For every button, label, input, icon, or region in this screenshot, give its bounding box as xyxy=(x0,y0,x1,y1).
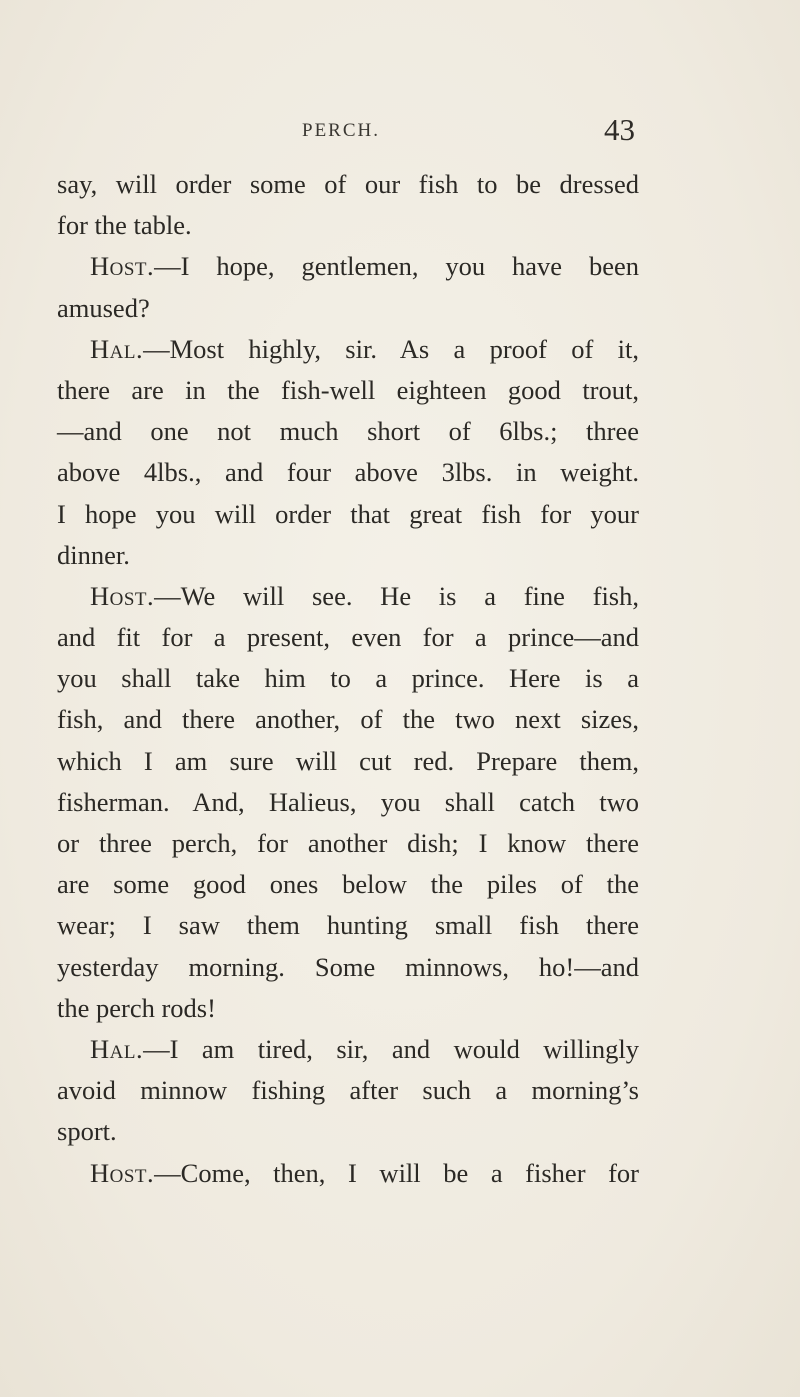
text-line xyxy=(57,1029,639,1070)
line-text: for the table. xyxy=(57,210,192,241)
line-text: —I am tired, sir, and would willingly xyxy=(143,1033,639,1064)
line-text: dinner. xyxy=(57,539,130,570)
text-line xyxy=(57,576,639,617)
speaker-name: Host. xyxy=(90,580,155,611)
text-line xyxy=(57,741,639,782)
line-text: or three perch, for another dish; I know there xyxy=(57,828,639,858)
line-text: —Most highly, sir. As a proof of it, xyxy=(143,333,639,364)
speaker-name: Host. xyxy=(90,251,155,282)
line-text: above 4lbs., and four above 3lbs. in weight. xyxy=(57,457,639,488)
text-line xyxy=(57,288,639,329)
line-text: sport. xyxy=(57,1116,117,1147)
text-line xyxy=(57,864,639,905)
line-text: you shall take him to a prince. Here is a xyxy=(57,663,639,694)
text-line xyxy=(57,905,639,946)
text-line xyxy=(57,988,639,1029)
line-text: fisherman. And, Halieus, you shall catch two xyxy=(57,786,639,817)
line-text: amused? xyxy=(57,292,150,323)
text-line xyxy=(57,535,639,576)
speaker-name: Hal. xyxy=(90,1033,144,1064)
text-line xyxy=(57,494,639,535)
line-text: I hope you will order that great fish for your xyxy=(57,498,639,529)
line-text: wear; I saw them hunting small fish there xyxy=(57,910,639,941)
text-line xyxy=(57,617,639,658)
text-line xyxy=(57,1070,639,1111)
text-line xyxy=(57,947,639,988)
line-text: there are in the fish-well eighteen good trout, xyxy=(57,374,639,405)
line-text: are some good ones below the piles of the xyxy=(57,869,639,900)
line-text: —We will see. He is a fine fish, xyxy=(154,580,639,611)
line-text: —I hope, gentlemen, you have been xyxy=(154,251,639,282)
text-line xyxy=(57,823,639,864)
line-text: avoid minnow fishing after such a morning’s xyxy=(57,1075,639,1106)
text-line xyxy=(57,1153,639,1194)
text-line xyxy=(57,246,639,287)
line-text: which I am sure will cut red. Prepare them, xyxy=(57,745,639,776)
text-line xyxy=(57,164,639,205)
line-text: —and one not much short of 6lbs.; three xyxy=(57,416,639,447)
running-head: PERCH. xyxy=(302,120,380,141)
page-number: 43 xyxy=(604,112,635,147)
body-text xyxy=(57,164,639,1194)
line-text: the perch rods! xyxy=(57,992,216,1023)
text-line xyxy=(57,370,639,411)
speaker-name: Host. xyxy=(90,1157,155,1188)
line-text: and fit for a present, even for a prince—and xyxy=(57,622,639,653)
text-line xyxy=(57,782,639,823)
page-header xyxy=(0,112,800,158)
text-line xyxy=(57,658,639,699)
line-text: fish, and there another, of the two next sizes, xyxy=(57,704,639,735)
text-line xyxy=(57,452,639,493)
text-line xyxy=(57,329,639,370)
speaker-name: Hal. xyxy=(90,333,144,364)
text-line xyxy=(57,205,639,246)
text-line xyxy=(57,699,639,740)
text-line xyxy=(57,411,639,452)
text-line xyxy=(57,1111,639,1152)
line-text: yesterday morning. Some minnows, ho!—and xyxy=(57,951,639,982)
line-text: —Come, then, I will be a fisher for xyxy=(154,1157,639,1188)
line-text: say, will order some of our fish to be dressed xyxy=(57,169,639,199)
